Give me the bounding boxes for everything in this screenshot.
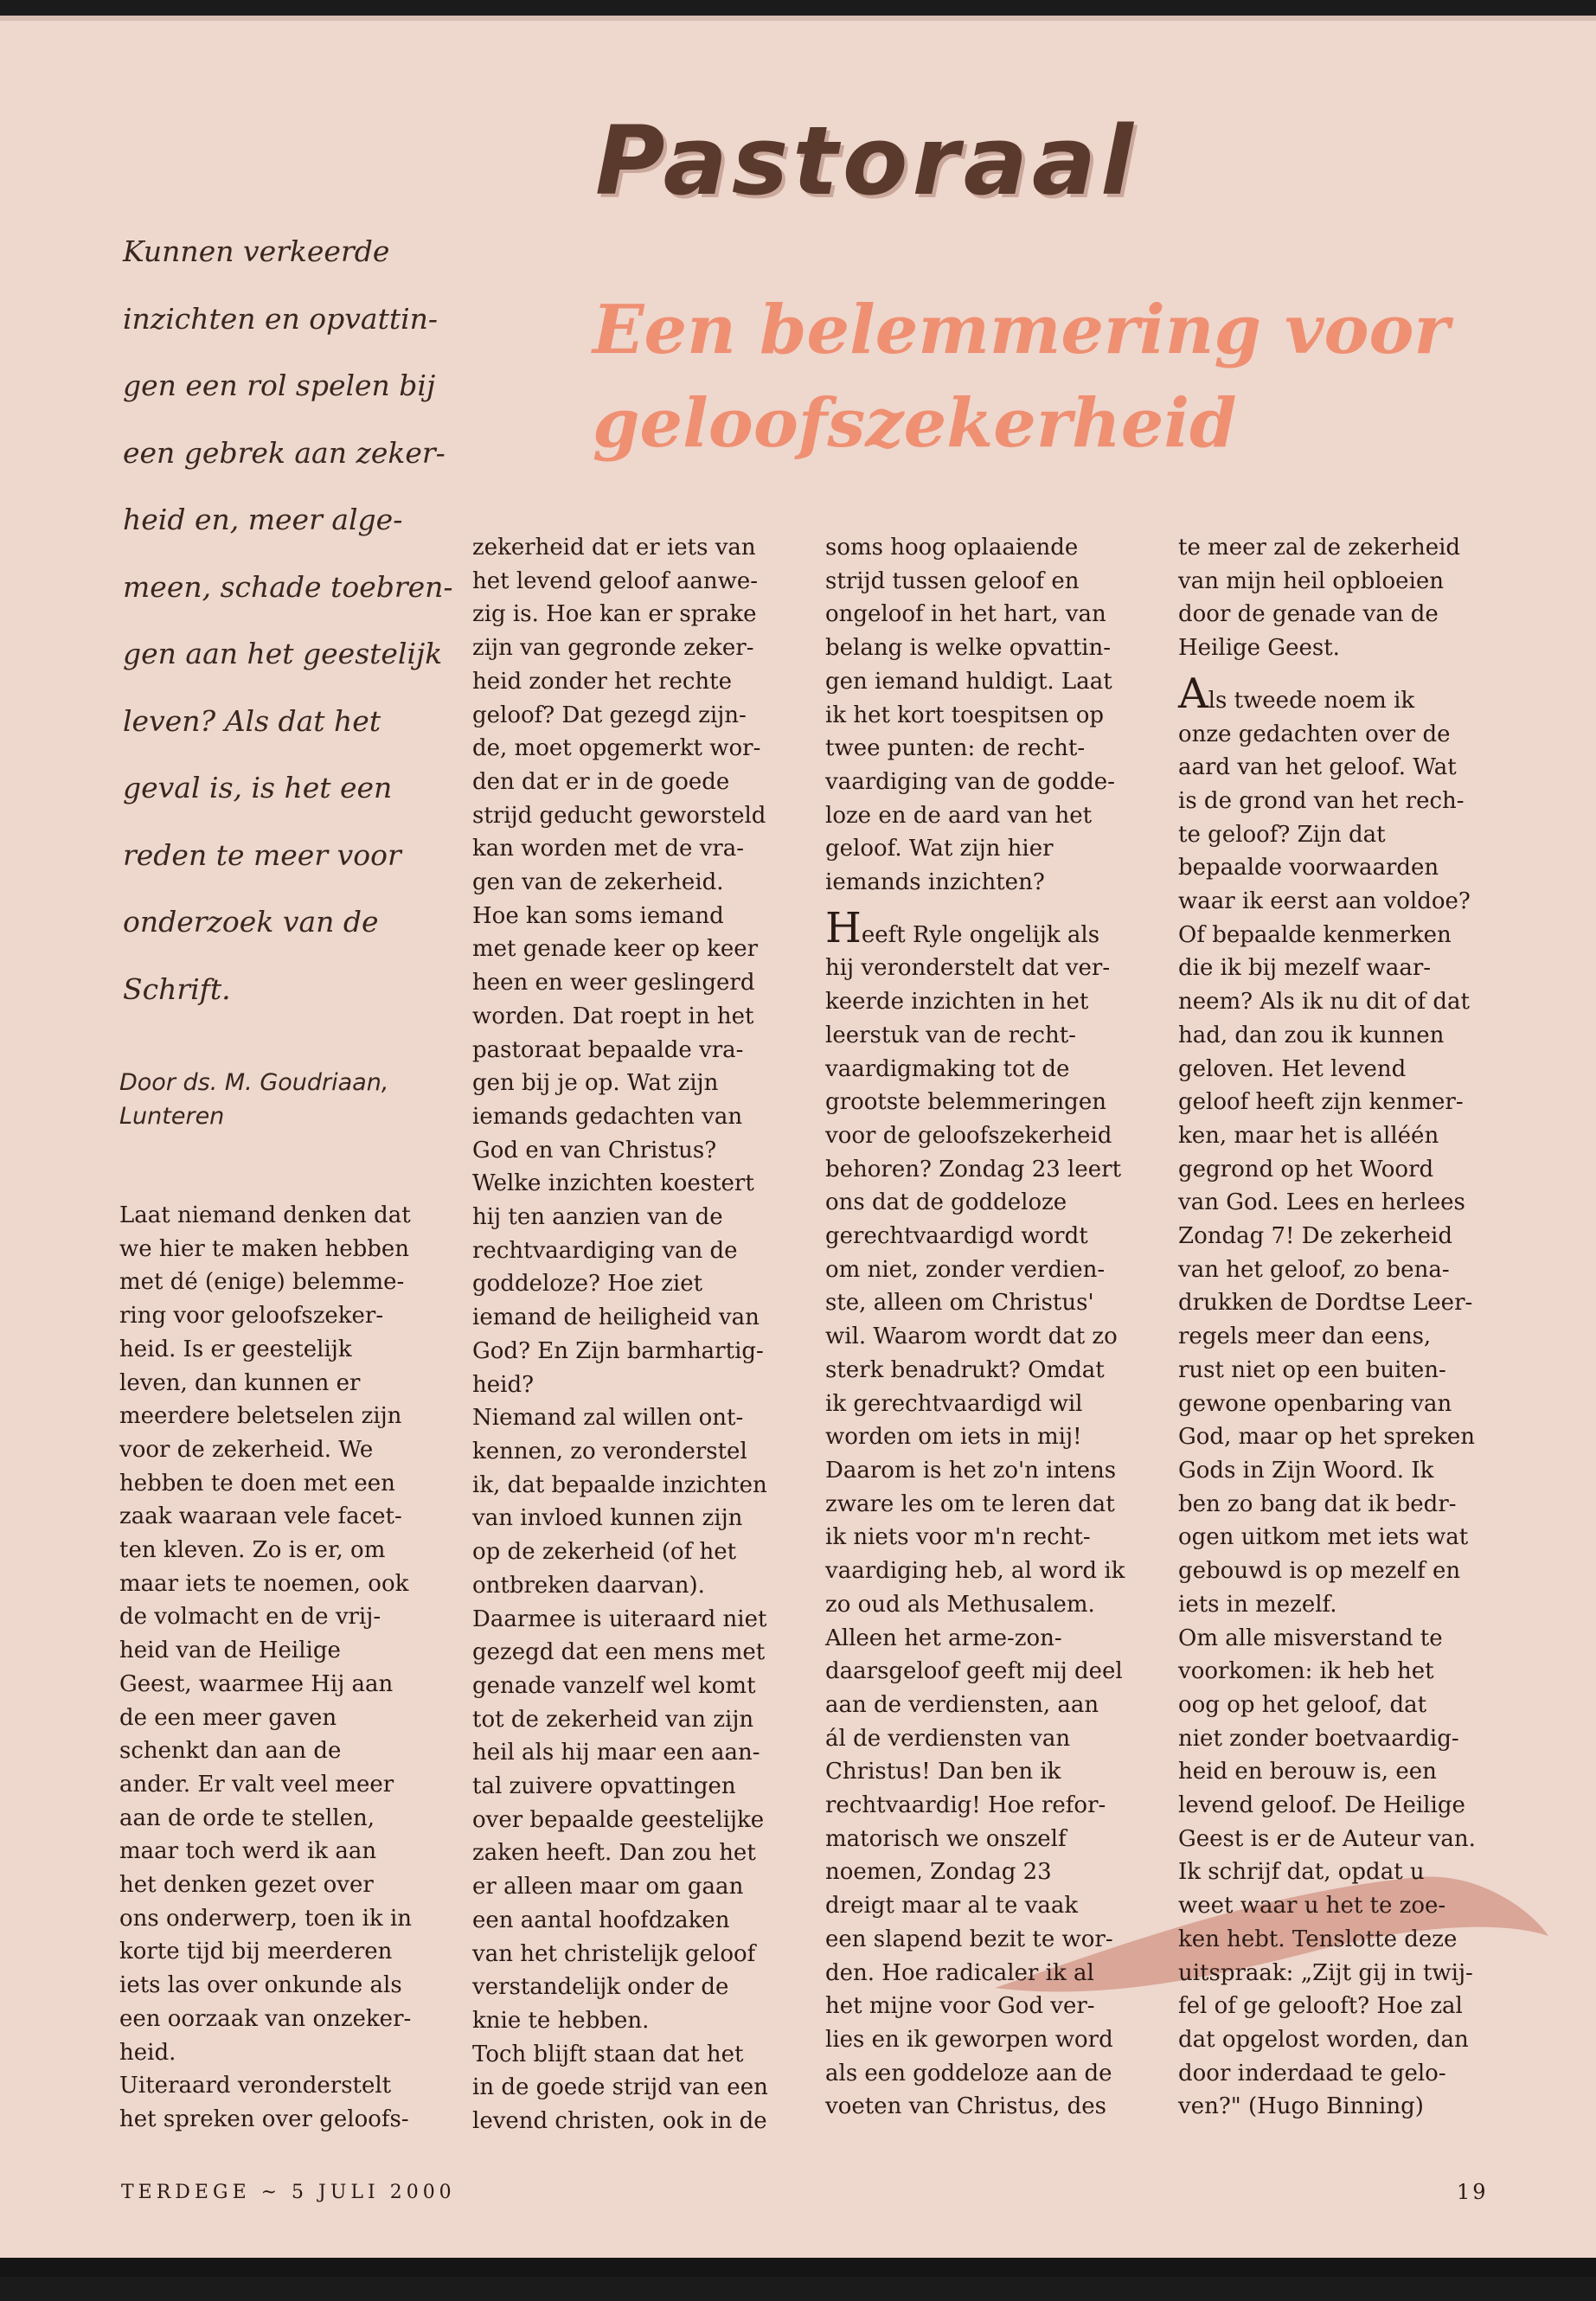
intro-line: gen een rol spelen bij <box>123 369 436 402</box>
article-column-4 <box>1178 531 1500 2124</box>
body-line: die ik bij mezelf waar- <box>1178 955 1432 982</box>
body-line: Om alle misverstand te <box>1178 1625 1443 1651</box>
body-line: gewone openbaring van <box>1178 1390 1452 1417</box>
body-line: gezegd dat een mens met <box>472 1639 766 1666</box>
body-line: om niet, zonder verdien- <box>825 1256 1106 1283</box>
body-line: Of bepaalde kenmerken <box>1178 921 1452 948</box>
body-line: behoren? Zondag 23 leert <box>825 1156 1122 1183</box>
body-line: Gods in Zijn Woord. Ik <box>1178 1457 1434 1484</box>
body-line: Als tweede noem ik <box>1178 669 1415 718</box>
body-line: gen van de zekerheid. <box>472 869 724 896</box>
body-line: iemands inzichten? <box>825 869 1045 896</box>
body-line: ogen uitkom met iets wat <box>1178 1524 1469 1551</box>
body-line: sterk benadrukt? Omdat <box>825 1356 1105 1383</box>
body-line: Geest is er de Auteur van. <box>1178 1825 1476 1852</box>
body-line: ik het kort toespitsen op <box>825 702 1105 728</box>
body-line: onze gedachten over de <box>1178 721 1451 747</box>
body-line: een aantal hoofdzaken <box>472 1907 730 1933</box>
intro-line: meen, schade toebren- <box>123 569 453 604</box>
body-line: voor de geloofszekerheid <box>825 1122 1112 1149</box>
section-title: Pastoraal <box>595 106 1138 216</box>
body-line: voorkomen: ik heb het <box>1178 1658 1434 1685</box>
body-line: weet waar u het te zoe- <box>1178 1893 1446 1920</box>
body-line: gen bij je op. Wat zijn <box>472 1070 719 1097</box>
body-line: hebben te doen met een <box>119 1470 395 1497</box>
body-line: meerdere beletselen zijn <box>119 1403 402 1430</box>
body-line: had, dan zou ik kunnen <box>1178 1022 1445 1048</box>
body-line: ben zo bang dat ik bedr- <box>1178 1490 1457 1517</box>
body-line: ongeloof in het hart, van <box>825 601 1106 628</box>
body-line: het mijne voor God ver- <box>825 1993 1095 2020</box>
body-line: geloof heeft zijn kenmer- <box>1178 1089 1464 1116</box>
body-line: vaardiging van de godde- <box>825 768 1115 795</box>
body-line: zware les om te leren dat <box>825 1490 1115 1517</box>
body-line: Christus! Dan ben ik <box>825 1759 1061 1785</box>
body-line: geloven. Het levend <box>1178 1055 1407 1082</box>
headline-line: geloofszekerheid <box>593 384 1237 463</box>
body-line: Daarom is het zo'n intens <box>825 1457 1117 1484</box>
body-line: met genade keer op keer <box>472 936 759 963</box>
body-line: worden om iets in mij! <box>825 1424 1082 1451</box>
body-line: soms hoog oplaaiende <box>825 535 1079 561</box>
intro-line: Kunnen verkeerde <box>123 234 390 268</box>
body-line: Heeft Ryle ongelijk als <box>825 903 1100 952</box>
intro-line: geval is, is het een <box>123 771 393 804</box>
body-line: geloof. Wat zijn hier <box>825 836 1054 862</box>
body-line: kennen, zo veronderstel <box>472 1438 747 1465</box>
body-line: heid zonder het rechte <box>472 668 732 695</box>
body-line: ik, dat bepaalde inzichten <box>472 1471 767 1498</box>
headline-line: Een belemmering voor <box>593 291 1450 369</box>
body-line: de, moet opgemerkt wor- <box>472 735 761 762</box>
body-line: God, maar op het spreken <box>1178 1424 1476 1451</box>
body-line: heil als hij maar een aan- <box>472 1740 760 1766</box>
body-line: zekerheid dat er iets van <box>472 535 756 561</box>
footer-publication: TERDEGE ~ 5 JULI 2000 <box>121 2182 456 2203</box>
body-line: ik gerechtvaardigd wil <box>825 1390 1083 1417</box>
body-line: drukken de Dordtse Leer- <box>1178 1290 1473 1317</box>
body-line: Ik schrijf dat, opdat u <box>1178 1859 1425 1886</box>
body-line: heid en berouw is, een <box>1178 1759 1437 1785</box>
body-line: knie te hebben. <box>472 2007 650 2034</box>
body-line: ten kleven. Zo is er, om <box>119 1537 386 1564</box>
body-line: de een meer gaven <box>119 1704 337 1731</box>
body-line: maar toch werd ik aan <box>119 1838 377 1865</box>
body-line: rust niet op een buiten- <box>1178 1356 1446 1383</box>
byline-location: Lunteren <box>119 1103 225 1130</box>
body-line: keerde inzichten in het <box>825 989 1089 1016</box>
intro-line: Schrift. <box>123 971 231 1006</box>
body-line: voor de zekerheid. We <box>119 1436 374 1463</box>
body-line: iets in mezelf. <box>1178 1591 1337 1618</box>
body-line: neem? Als ik nu dit of dat <box>1178 989 1470 1016</box>
body-line: hij veronderstelt dat ver- <box>825 955 1111 982</box>
article-column-1 <box>119 1199 441 2137</box>
body-line: we hier te maken hebben <box>119 1235 410 1262</box>
body-line: te meer zal de zekerheid <box>1178 535 1461 561</box>
body-line: heid? <box>472 1371 535 1398</box>
body-line: iets las over onkunde als <box>119 1972 402 1999</box>
body-line: niet zonder boetvaardig- <box>1178 1725 1459 1752</box>
body-line: loze en de aard van het <box>825 802 1093 829</box>
body-line: van invloed kunnen zijn <box>472 1505 743 1532</box>
body-line: voeten van Christus, des <box>825 2093 1106 2120</box>
body-line: regels meer dan eens, <box>1178 1324 1432 1350</box>
body-line: schenkt dan aan de <box>119 1738 342 1765</box>
body-line: wil. Waarom wordt dat zo <box>825 1324 1118 1350</box>
body-line: God? En Zijn barmhartig- <box>472 1337 764 1364</box>
body-line: gegrond op het Woord <box>1178 1156 1434 1183</box>
body-line: korte tijd bij meerderen <box>119 1939 393 1965</box>
body-line: van het geloof, zo bena- <box>1178 1256 1450 1283</box>
body-line: tot de zekerheid van zijn <box>472 1706 754 1733</box>
body-line: tal zuivere opvattingen <box>472 1773 736 1800</box>
body-line: is de grond van het rech- <box>1178 787 1465 814</box>
body-line: ven?" (Hugo Binning) <box>1178 2093 1424 2120</box>
top-band <box>0 16 1596 21</box>
body-line: oog op het geloof, dat <box>1178 1691 1427 1718</box>
body-line: ken hebt. Tenslotte deze <box>1178 1926 1458 1952</box>
body-line: rechtvaardig! Hoe refor- <box>825 1792 1106 1819</box>
intro-line: een gebrek aan zeker- <box>123 435 445 470</box>
body-line: noemen, Zondag 23 <box>825 1859 1052 1886</box>
body-line: met dé (enige) belemme- <box>119 1269 405 1296</box>
body-line: God en van Christus? <box>472 1137 717 1163</box>
article-column-3 <box>825 531 1147 2124</box>
body-line: ons onderwerp, toen ik in <box>119 1905 412 1932</box>
body-line: Niemand zal willen ont- <box>472 1405 744 1432</box>
body-line: als een goddeloze aan de <box>825 2060 1112 2086</box>
body-line: Alleen het arme-zon- <box>825 1625 1062 1651</box>
body-line: geloof? Dat gezegd zijn- <box>472 702 747 728</box>
body-line: goddeloze? Hoe ziet <box>472 1271 703 1298</box>
intro-line: inzichten en opvattin- <box>123 301 439 336</box>
body-line: rechtvaardiging van de <box>472 1237 738 1264</box>
byline <box>119 1066 388 1133</box>
body-line: waar ik eerst aan voldoe? <box>1178 888 1471 915</box>
body-line: in de goede strijd van een <box>472 2074 768 2101</box>
body-line: ons dat de goddeloze <box>825 1189 1067 1216</box>
body-line: vaardigmaking tot de <box>825 1055 1070 1082</box>
body-line: het spreken over geloofs- <box>119 2106 409 2132</box>
body-line: door de genade van de <box>1178 601 1439 628</box>
magazine-page <box>0 16 1596 2277</box>
body-line: ál de verdiensten van <box>825 1725 1071 1752</box>
body-line: zo oud als Methusalem. <box>825 1591 1095 1618</box>
body-line: Geest, waarmee Hij aan <box>119 1670 394 1697</box>
body-line: zijn van gegronde zeker- <box>472 635 754 662</box>
intro-line: heid en, meer alge- <box>123 503 403 536</box>
body-line: strijd tussen geloof en <box>825 567 1080 594</box>
body-line: twee punten: de recht- <box>825 735 1086 762</box>
byline-author: Door ds. M. Goudriaan, <box>119 1069 389 1096</box>
body-line: belang is welke opvattin- <box>825 635 1112 662</box>
body-line: maar iets te noemen, ook <box>119 1570 409 1597</box>
body-line: ring voor geloofszeker- <box>119 1303 384 1330</box>
body-line: matorisch we onszelf <box>825 1825 1067 1852</box>
body-line: Uiteraard veronderstelt <box>119 2073 392 2099</box>
body-line: pastoraat bepaalde vra- <box>472 1036 744 1063</box>
body-line: fel of ge gelooft? Hoe zal <box>1178 1993 1463 2020</box>
body-line: worden. Dat roept in het <box>472 1003 754 1029</box>
body-line: ik niets voor m'n recht- <box>825 1524 1091 1551</box>
body-line: heid. Is er geestelijk <box>119 1336 352 1362</box>
intro-line: reden te meer voor <box>123 837 401 872</box>
body-line: heen en weer geslingerd <box>472 970 755 997</box>
body-line: Laat niemand denken dat <box>119 1202 411 1228</box>
body-line: levend geloof. De Heilige <box>1178 1792 1465 1819</box>
body-line: zaken heeft. Dan zou het <box>472 1840 756 1867</box>
body-line: door inderdaad te gelo- <box>1178 2060 1446 2086</box>
body-line: zig is. Hoe kan er sprake <box>472 601 757 628</box>
body-line: aan de verdiensten, aan <box>825 1691 1099 1718</box>
body-line: ontbreken daarvan). <box>472 1572 705 1599</box>
body-line: over bepaalde geestelijke <box>472 1806 765 1833</box>
body-line: vaardiging heb, al word ik <box>825 1558 1125 1585</box>
body-line: het levend geloof aanwe- <box>472 567 758 594</box>
body-line: gerechtvaardigd wordt <box>825 1223 1088 1250</box>
body-line: aard van het geloof. Wat <box>1178 754 1457 781</box>
body-line: de volmacht en de vrij- <box>119 1604 381 1631</box>
body-line: verstandelijk onder de <box>472 1974 729 2001</box>
body-line: leven, dan kunnen er <box>119 1369 361 1396</box>
body-line: gen iemand huldigt. Laat <box>825 668 1112 695</box>
body-line: lies en ik geworpen word <box>825 2026 1113 2053</box>
body-line: leerstuk van de recht- <box>825 1022 1076 1048</box>
intro-line: leven? Als dat het <box>123 703 381 738</box>
body-line: grootste belemmeringen <box>825 1089 1106 1116</box>
body-line: van het christelijk geloof <box>472 1940 756 1967</box>
body-line: kan worden met de vra- <box>472 836 745 862</box>
body-line: den dat er in de goede <box>472 768 730 795</box>
body-line: gebouwd is op mezelf en <box>1178 1558 1461 1585</box>
body-line: uitspraak: „Zijt gij in twij- <box>1178 1959 1473 1986</box>
body-line: bepaalde voorwaarden <box>1178 855 1439 881</box>
body-line: zaak waaraan vele facet- <box>119 1503 402 1530</box>
article-column-2 <box>472 531 794 2138</box>
body-line: heid van de Heilige <box>119 1638 341 1664</box>
intro-text <box>123 218 453 1022</box>
body-line: het denken gezet over <box>119 1872 374 1899</box>
intro-line: gen aan het geestelijk <box>123 637 443 670</box>
body-line: te geloof? Zijn dat <box>1178 821 1386 848</box>
body-line: Zondag 7! De zekerheid <box>1178 1223 1453 1250</box>
body-line: een slapend bezit te wor- <box>825 1926 1113 1952</box>
body-line: Toch blijft staan dat het <box>472 2041 744 2067</box>
body-line: aan de orde te stellen, <box>119 1804 375 1831</box>
body-line: daarsgeloof geeft mij deel <box>825 1658 1123 1685</box>
body-line: den. Hoe radicaler ik al <box>825 1959 1094 1986</box>
body-line: iemand de heiligheid van <box>472 1304 760 1331</box>
intro-line: onderzoek van de <box>123 905 379 939</box>
body-line: ander. Er valt veel meer <box>119 1771 394 1798</box>
body-line: er alleen maar om gaan <box>472 1874 744 1900</box>
article-headline <box>593 284 1544 471</box>
body-line: hij ten aanzien van de <box>472 1204 723 1231</box>
body-line: Daarmee is uiteraard niet <box>472 1606 767 1632</box>
body-line: dat opgelost worden, dan <box>1178 2026 1469 2053</box>
body-line: Hoe kan soms iemand <box>472 902 724 929</box>
body-line: van mijn heil opbloeien <box>1178 567 1445 594</box>
body-line: heid. <box>119 2039 176 2066</box>
body-line: een oorzaak van onzeker- <box>119 2005 412 2032</box>
page-number: 19 <box>1457 2180 1489 2204</box>
body-line: levend christen, ook in de <box>472 2108 767 2135</box>
body-line: genade vanzelf wel komt <box>472 1672 756 1699</box>
body-line: dreigt maar al te vaak <box>825 1893 1079 1920</box>
body-line: van God. Lees en herlees <box>1178 1189 1465 1216</box>
body-line: ste, alleen om Christus' <box>825 1290 1094 1317</box>
body-line: op de zekerheid (of het <box>472 1539 737 1566</box>
body-line: Welke inzichten koestert <box>472 1170 754 1197</box>
body-line: ken, maar het is alléén <box>1178 1122 1439 1149</box>
body-line: Heilige Geest. <box>1178 635 1340 662</box>
body-line: iemands gedachten van <box>472 1103 743 1130</box>
body-line: strijd geducht geworsteld <box>472 802 766 829</box>
